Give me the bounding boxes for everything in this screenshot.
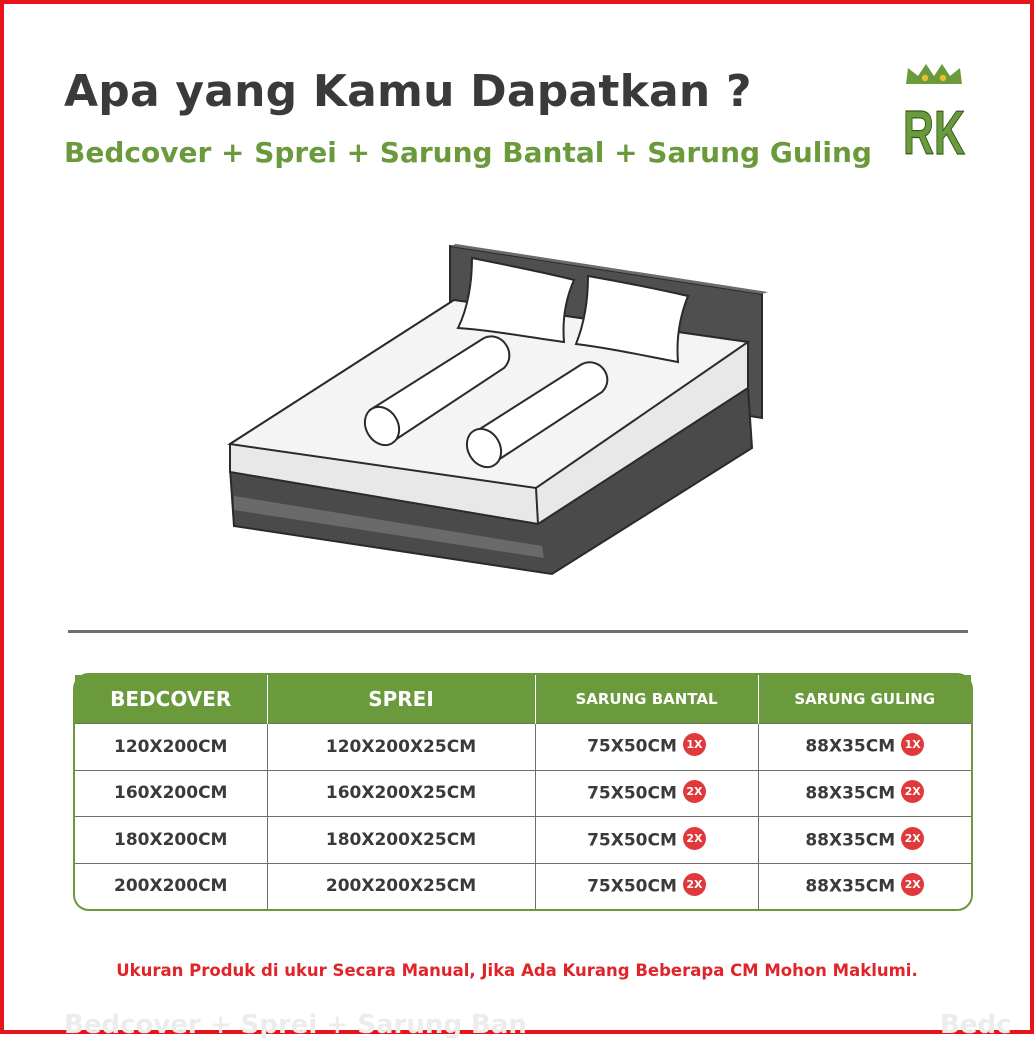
header-sarung-bantal: SARUNG BANTAL: [535, 675, 758, 724]
bantal-cell: [535, 724, 758, 771]
size-table: [73, 673, 973, 911]
quantity-badge: 2X: [901, 873, 924, 896]
bed-illustration: [222, 238, 778, 574]
sprei-size: 120X200X25CM: [267, 724, 535, 771]
crown-icon: [906, 64, 962, 84]
bantal-size: 75X50CM: [587, 736, 677, 757]
guling-cell: [758, 770, 971, 817]
guling-size: 88X35CM: [805, 876, 896, 897]
quantity-badge: 2X: [901, 827, 924, 850]
ghost-watermark-text-right: Bedc: [940, 1010, 1012, 1040]
bantal-cell: [535, 817, 758, 864]
quantity-badge: 2X: [901, 780, 924, 803]
table-row: [75, 863, 971, 909]
quantity-badge: 1X: [683, 733, 706, 756]
page-title: Apa yang Kamu Dapatkan ?: [64, 66, 752, 117]
quantity-badge: 2X: [683, 873, 706, 896]
header-sarung-guling: SARUNG GULING: [758, 675, 971, 724]
sprei-size: 160X200X25CM: [267, 770, 535, 817]
bantal-size: 75X50CM: [587, 783, 677, 804]
page-subtitle: Bedcover + Sprei + Sarung Bantal + Sarung Guling: [64, 136, 872, 169]
bantal-size: 75X50CM: [587, 876, 677, 897]
quantity-badge: 2X: [683, 827, 706, 850]
bedcover-size: 180X200CM: [75, 817, 267, 864]
guling-cell: [758, 724, 971, 771]
quantity-badge: 2X: [683, 780, 706, 803]
table-row: [75, 724, 971, 771]
guling-cell: [758, 863, 971, 909]
header-sprei: SPREI: [267, 675, 535, 724]
bantal-cell: [535, 863, 758, 909]
section-divider: [68, 630, 968, 633]
quantity-badge: 1X: [901, 733, 924, 756]
sprei-size: 200X200X25CM: [267, 863, 535, 909]
header-bedcover: BEDCOVER: [75, 675, 267, 724]
guling-size: 88X35CM: [805, 783, 896, 804]
bedcover-size: 120X200CM: [75, 724, 267, 771]
logo-text: RK: [903, 99, 966, 168]
table-header-row: [75, 675, 971, 724]
bedcover-size: 160X200CM: [75, 770, 267, 817]
table-row: [75, 770, 971, 817]
guling-size: 88X35CM: [805, 830, 896, 851]
bantal-size: 75X50CM: [587, 830, 677, 851]
ghost-watermark-text: Bedcover + Sprei + Sarung Ban: [64, 1010, 527, 1040]
rk-logo: [900, 62, 968, 168]
guling-cell: [758, 817, 971, 864]
table-row: [75, 817, 971, 864]
bantal-cell: [535, 770, 758, 817]
guling-size: 88X35CM: [805, 736, 896, 757]
bedcover-size: 200X200CM: [75, 863, 267, 909]
disclaimer-note: Ukuran Produk di ukur Secara Manual, Jika Ada Kurang Beberapa CM Mohon Maklumi.: [116, 961, 918, 980]
sprei-size: 180X200X25CM: [267, 817, 535, 864]
